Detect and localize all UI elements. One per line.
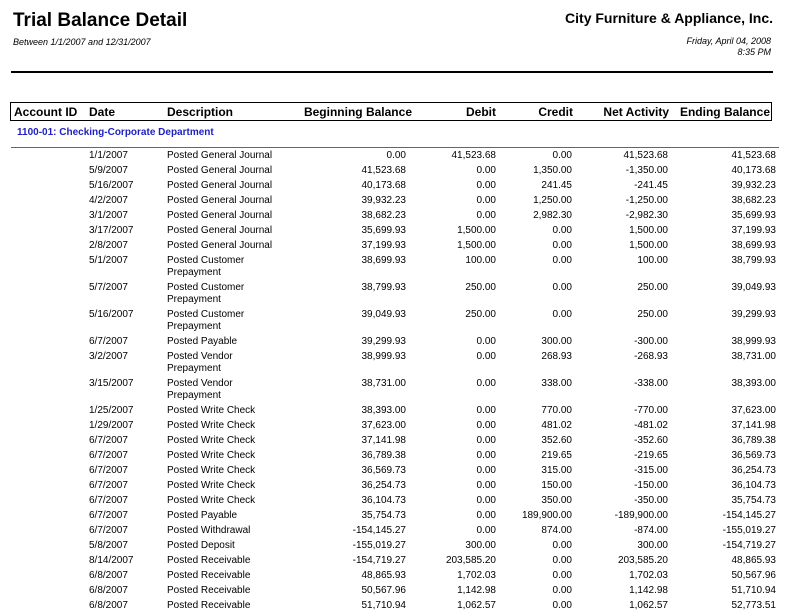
row-date: 2/8/2007 <box>89 240 128 251</box>
row-credit: 1,350.00 <box>533 165 572 176</box>
row-date: 6/7/2007 <box>89 525 128 536</box>
row-beginning-balance: 0.00 <box>386 150 406 161</box>
row-date: 3/2/2007 <box>89 351 128 362</box>
row-ending-balance: -154,719.27 <box>722 540 776 551</box>
row-net-activity: -300.00 <box>634 336 668 347</box>
table-row <box>0 570 789 585</box>
row-description: Posted Write Check <box>167 465 256 476</box>
row-credit: 300.00 <box>541 336 572 347</box>
row-beginning-balance: -154,145.27 <box>352 525 406 536</box>
row-net-activity: 1,142.98 <box>629 585 668 596</box>
col-ending-balance: Ending Balance <box>679 105 770 119</box>
row-date: 1/25/2007 <box>89 405 134 416</box>
table-row <box>0 540 789 555</box>
row-ending-balance: 35,754.73 <box>731 495 776 506</box>
report-date-range: Between 1/1/2007 and 12/31/2007 <box>13 37 151 47</box>
table-row <box>0 351 789 378</box>
row-beginning-balance: 35,699.93 <box>361 225 406 236</box>
row-date: 6/7/2007 <box>89 465 128 476</box>
row-date: 6/8/2007 <box>89 585 128 596</box>
row-ending-balance: -154,145.27 <box>722 510 776 521</box>
row-credit: 0.00 <box>552 225 572 236</box>
table-row <box>0 336 789 351</box>
row-credit: 2,982.30 <box>533 210 572 221</box>
row-beginning-balance: 38,699.93 <box>361 255 406 266</box>
row-date: 5/8/2007 <box>89 540 128 551</box>
row-beginning-balance: 36,569.73 <box>361 465 406 476</box>
row-debit: 41,523.68 <box>451 150 496 161</box>
row-ending-balance: 36,569.73 <box>731 450 776 461</box>
table-row <box>0 420 789 435</box>
row-beginning-balance: 51,710.94 <box>361 600 406 611</box>
row-description: Posted Payable <box>167 336 238 347</box>
row-date: 8/14/2007 <box>89 555 134 566</box>
row-date: 6/7/2007 <box>89 510 128 521</box>
row-credit: 150.00 <box>541 480 572 491</box>
row-ending-balance: 38,999.93 <box>731 336 776 347</box>
row-description: Posted Vendor Prepayment <box>167 351 233 374</box>
row-debit: 0.00 <box>476 510 496 521</box>
row-credit: 0.00 <box>552 240 572 251</box>
row-debit: 300.00 <box>465 540 496 551</box>
row-date: 6/7/2007 <box>89 450 128 461</box>
row-net-activity: 203,585.20 <box>617 555 668 566</box>
row-debit: 0.00 <box>476 450 496 461</box>
row-date: 5/1/2007 <box>89 255 128 266</box>
row-beginning-balance: 50,567.96 <box>361 585 406 596</box>
row-debit: 0.00 <box>476 405 496 416</box>
col-net-activity: Net Activity <box>603 105 669 119</box>
row-description: Posted Write Check <box>167 480 256 491</box>
run-time: 8:35 PM <box>737 47 771 57</box>
row-date: 6/7/2007 <box>89 336 128 347</box>
table-row <box>0 150 789 165</box>
row-ending-balance: 36,104.73 <box>731 480 776 491</box>
row-net-activity: 250.00 <box>637 309 668 320</box>
row-beginning-balance: 36,789.38 <box>361 450 406 461</box>
row-beginning-balance: 38,999.93 <box>361 351 406 362</box>
row-debit: 0.00 <box>476 480 496 491</box>
row-ending-balance: 39,932.23 <box>731 180 776 191</box>
row-ending-balance: 37,199.93 <box>731 225 776 236</box>
row-debit: 0.00 <box>476 525 496 536</box>
table-row <box>0 450 789 465</box>
account-group-label: 1100-01: Checking-Corporate Department <box>17 127 214 138</box>
row-ending-balance: 41,523.68 <box>731 150 776 161</box>
row-net-activity: -770.00 <box>634 405 668 416</box>
row-ending-balance: 35,699.93 <box>731 210 776 221</box>
row-credit: 350.00 <box>541 495 572 506</box>
table-row <box>0 282 789 309</box>
row-description: Posted Payable <box>167 510 238 521</box>
run-timestamp <box>686 36 771 58</box>
row-description: Posted Vendor Prepayment <box>167 378 233 401</box>
row-beginning-balance: 36,104.73 <box>361 495 406 506</box>
row-debit: 0.00 <box>476 420 496 431</box>
report-title: Trial Balance Detail <box>13 10 188 31</box>
row-ending-balance: 38,731.00 <box>731 351 776 362</box>
row-beginning-balance: -155,019.27 <box>352 540 406 551</box>
row-net-activity: -350.00 <box>634 495 668 506</box>
table-row <box>0 309 789 336</box>
header-rule <box>11 71 773 73</box>
run-date: Friday, April 04, 2008 <box>686 36 771 46</box>
row-debit: 0.00 <box>476 495 496 506</box>
row-beginning-balance: 38,731.00 <box>361 378 406 389</box>
row-credit: 338.00 <box>541 378 572 389</box>
row-credit: 481.02 <box>541 420 572 431</box>
row-date: 6/8/2007 <box>89 600 128 611</box>
table-row <box>0 195 789 210</box>
row-debit: 1,062.57 <box>457 600 496 611</box>
row-ending-balance: 39,049.93 <box>731 282 776 293</box>
table-row <box>0 555 789 570</box>
row-ending-balance: 38,682.23 <box>731 195 776 206</box>
row-ending-balance: -155,019.27 <box>722 525 776 536</box>
row-date: 4/2/2007 <box>89 195 128 206</box>
row-credit: 0.00 <box>552 255 572 266</box>
row-net-activity: -241.45 <box>634 180 668 191</box>
row-debit: 0.00 <box>476 378 496 389</box>
row-ending-balance: 52,773.51 <box>731 600 776 611</box>
row-net-activity: 1,702.03 <box>629 570 668 581</box>
row-debit: 1,500.00 <box>457 240 496 251</box>
row-debit: 1,142.98 <box>457 585 496 596</box>
table-row <box>0 210 789 225</box>
row-date: 6/7/2007 <box>89 480 128 491</box>
row-credit: 219.65 <box>541 450 572 461</box>
row-beginning-balance: 38,682.23 <box>361 210 406 221</box>
row-net-activity: -1,250.00 <box>625 195 668 206</box>
row-description: Posted General Journal <box>167 240 273 251</box>
row-debit: 0.00 <box>476 180 496 191</box>
row-description: Posted Withdrawal <box>167 525 251 536</box>
table-row <box>0 255 789 282</box>
row-net-activity: 100.00 <box>637 255 668 266</box>
row-date: 5/9/2007 <box>89 165 128 176</box>
row-debit: 0.00 <box>476 210 496 221</box>
row-net-activity: 300.00 <box>637 540 668 551</box>
row-beginning-balance: 37,199.93 <box>361 240 406 251</box>
row-debit: 1,500.00 <box>457 225 496 236</box>
table-row <box>0 480 789 495</box>
row-date: 3/15/2007 <box>89 378 134 389</box>
row-net-activity: -874.00 <box>634 525 668 536</box>
row-credit: 874.00 <box>541 525 572 536</box>
row-description: Posted Customer Prepayment <box>167 282 245 305</box>
row-net-activity: -338.00 <box>634 378 668 389</box>
row-net-activity: -150.00 <box>634 480 668 491</box>
col-debit: Debit <box>466 105 496 119</box>
row-credit: 0.00 <box>552 309 572 320</box>
row-debit: 203,585.20 <box>445 555 496 566</box>
transaction-rows <box>0 150 789 615</box>
table-row <box>0 495 789 510</box>
row-ending-balance: 38,393.00 <box>731 378 776 389</box>
row-credit: 0.00 <box>552 540 572 551</box>
row-credit: 0.00 <box>552 282 572 293</box>
row-ending-balance: 37,623.00 <box>731 405 776 416</box>
row-ending-balance: 48,865.93 <box>731 555 776 566</box>
row-ending-balance: 39,299.93 <box>731 309 776 320</box>
table-row <box>0 378 789 405</box>
row-debit: 250.00 <box>465 282 496 293</box>
row-date: 5/7/2007 <box>89 282 128 293</box>
row-description: Posted Write Check <box>167 495 256 506</box>
row-ending-balance: 38,799.93 <box>731 255 776 266</box>
row-debit: 0.00 <box>476 465 496 476</box>
company-name: City Furniture & Appliance, Inc. <box>565 10 773 26</box>
row-credit: 0.00 <box>552 600 572 611</box>
row-net-activity: 1,062.57 <box>629 600 668 611</box>
col-account-id: Account ID <box>14 105 78 119</box>
row-debit: 100.00 <box>465 255 496 266</box>
row-debit: 1,702.03 <box>457 570 496 581</box>
row-beginning-balance: 36,254.73 <box>361 480 406 491</box>
table-row <box>0 165 789 180</box>
row-description: Posted General Journal <box>167 180 273 191</box>
row-ending-balance: 51,710.94 <box>731 585 776 596</box>
table-row <box>0 225 789 240</box>
row-ending-balance: 36,254.73 <box>731 465 776 476</box>
row-description: Posted Deposit <box>167 540 235 551</box>
row-credit: 0.00 <box>552 555 572 566</box>
table-row <box>0 180 789 195</box>
row-beginning-balance: 39,932.23 <box>361 195 406 206</box>
row-date: 1/1/2007 <box>89 150 128 161</box>
col-description: Description <box>167 105 234 119</box>
row-date: 5/16/2007 <box>89 309 134 320</box>
row-debit: 250.00 <box>465 309 496 320</box>
row-description: Posted General Journal <box>167 165 273 176</box>
row-debit: 0.00 <box>476 435 496 446</box>
row-beginning-balance: 39,049.93 <box>361 309 406 320</box>
row-beginning-balance: 37,623.00 <box>361 420 406 431</box>
row-description: Posted General Journal <box>167 225 273 236</box>
row-date: 6/7/2007 <box>89 495 128 506</box>
row-beginning-balance: 38,393.00 <box>361 405 406 416</box>
row-credit: 1,250.00 <box>533 195 572 206</box>
row-credit: 315.00 <box>541 465 572 476</box>
row-date: 3/17/2007 <box>89 225 134 236</box>
row-credit: 0.00 <box>552 570 572 581</box>
row-net-activity: -268.93 <box>634 351 668 362</box>
row-net-activity: 1,500.00 <box>629 240 668 251</box>
row-ending-balance: 37,141.98 <box>731 420 776 431</box>
table-row <box>0 465 789 480</box>
row-ending-balance: 50,567.96 <box>731 570 776 581</box>
row-beginning-balance: -154,719.27 <box>352 555 406 566</box>
row-description: Posted Customer Prepayment <box>167 255 245 278</box>
row-date: 5/16/2007 <box>89 180 134 191</box>
row-net-activity: -352.60 <box>634 435 668 446</box>
row-beginning-balance: 39,299.93 <box>361 336 406 347</box>
row-net-activity: -315.00 <box>634 465 668 476</box>
table-row <box>0 585 789 600</box>
row-date: 1/29/2007 <box>89 420 134 431</box>
row-description: Posted Write Check <box>167 420 256 431</box>
row-description: Posted Customer Prepayment <box>167 309 245 332</box>
row-description: Posted Receivable <box>167 570 251 581</box>
row-description: Posted Write Check <box>167 450 256 461</box>
row-debit: 0.00 <box>476 165 496 176</box>
col-credit: Credit <box>538 105 573 119</box>
row-description: Posted Receivable <box>167 555 251 566</box>
row-date: 3/1/2007 <box>89 210 128 221</box>
row-net-activity: -219.65 <box>634 450 668 461</box>
table-row <box>0 240 789 255</box>
row-date: 6/8/2007 <box>89 570 128 581</box>
row-description: Posted Receivable <box>167 600 251 611</box>
row-credit: 189,900.00 <box>521 510 572 521</box>
row-net-activity: -189,900.00 <box>614 510 668 521</box>
row-beginning-balance: 37,141.98 <box>361 435 406 446</box>
row-ending-balance: 40,173.68 <box>731 165 776 176</box>
table-row <box>0 510 789 525</box>
row-debit: 0.00 <box>476 195 496 206</box>
row-credit: 770.00 <box>541 405 572 416</box>
row-beginning-balance: 40,173.68 <box>361 180 406 191</box>
row-description: Posted Receivable <box>167 585 251 596</box>
row-net-activity: -481.02 <box>634 420 668 431</box>
row-ending-balance: 36,789.38 <box>731 435 776 446</box>
row-description: Posted Write Check <box>167 405 256 416</box>
row-net-activity: 1,500.00 <box>629 225 668 236</box>
row-net-activity: 41,523.68 <box>623 150 668 161</box>
row-description: Posted General Journal <box>167 150 273 161</box>
row-net-activity: -2,982.30 <box>625 210 668 221</box>
row-beginning-balance: 41,523.68 <box>361 165 406 176</box>
row-beginning-balance: 48,865.93 <box>361 570 406 581</box>
col-date: Date <box>89 105 116 119</box>
row-credit: 0.00 <box>552 585 572 596</box>
row-debit: 0.00 <box>476 351 496 362</box>
row-description: Posted General Journal <box>167 195 273 206</box>
table-row <box>0 405 789 420</box>
table-row <box>0 600 789 615</box>
column-header-row <box>10 102 772 121</box>
row-beginning-balance: 35,754.73 <box>361 510 406 521</box>
row-credit: 241.45 <box>541 180 572 191</box>
row-description: Posted General Journal <box>167 210 273 221</box>
row-credit: 268.93 <box>541 351 572 362</box>
row-beginning-balance: 38,799.93 <box>361 282 406 293</box>
row-debit: 0.00 <box>476 336 496 347</box>
row-description: Posted Write Check <box>167 435 256 446</box>
table-row <box>0 435 789 450</box>
row-net-activity: -1,350.00 <box>625 165 668 176</box>
table-row <box>0 525 789 540</box>
row-net-activity: 250.00 <box>637 282 668 293</box>
row-date: 6/7/2007 <box>89 435 128 446</box>
group-rule <box>11 147 779 148</box>
col-beginning-balance: Beginning Balance <box>303 105 412 119</box>
row-credit: 0.00 <box>552 150 572 161</box>
row-credit: 352.60 <box>541 435 572 446</box>
row-ending-balance: 38,699.93 <box>731 240 776 251</box>
